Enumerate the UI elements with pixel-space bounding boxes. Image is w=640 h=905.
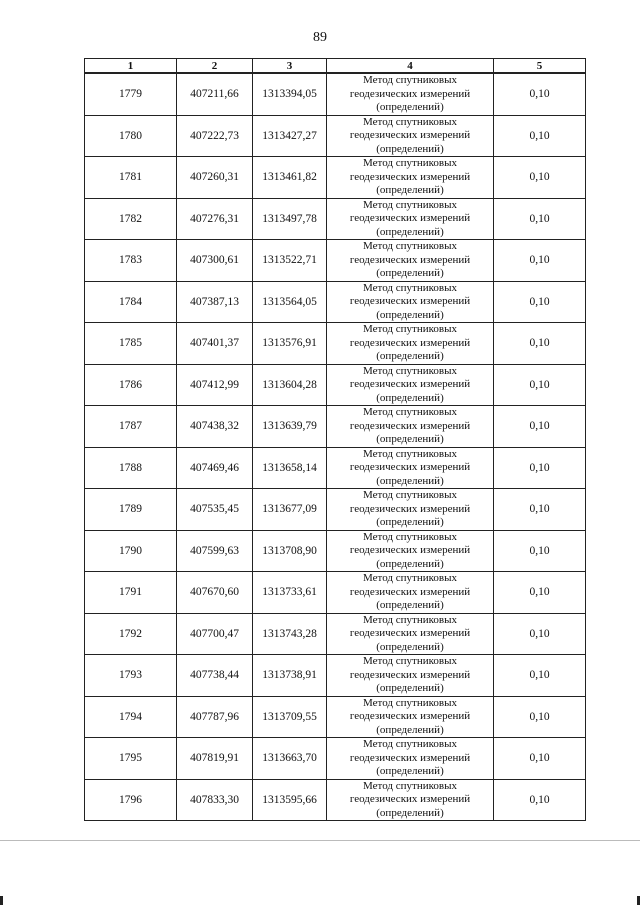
coord-y-cell: 1313738,91 [253,655,327,697]
method-line: (определений) [376,557,444,570]
method-cell [327,115,494,157]
table-row [85,738,586,780]
table-row [85,779,586,821]
table-row [85,281,586,323]
table-row [85,115,586,157]
method-line: геодезических измерений [349,253,471,266]
table-row [85,157,586,199]
method-line: геодезических измерений [349,502,471,515]
point-number-cell: 1784 [85,281,177,323]
coord-x-cell: 407469,46 [177,447,253,489]
coord-x-cell: 407738,44 [177,655,253,697]
method-line: геодезических измерений [349,336,471,349]
method-line: Метод спутниковых [363,281,457,294]
method-line: геодезических измерений [349,87,471,100]
coord-y-cell: 1313663,70 [253,738,327,780]
method-line: (определений) [376,806,444,819]
method-line: Метод спутниковых [363,323,457,335]
accuracy-cell: 0,10 [494,157,586,199]
method-cell [327,530,494,572]
method-line: геодезических измерений [349,751,471,764]
method-line: геодезических измерений [349,544,471,556]
method-line: Метод спутниковых [363,696,457,709]
table-row [85,613,586,655]
method-line: Метод спутниковых [363,115,457,128]
header-col-5: 5 [494,59,586,74]
accuracy-cell: 0,10 [494,240,586,282]
method-line: Метод спутниковых [363,157,457,169]
table-row [85,198,586,240]
point-number-cell: 1780 [85,115,177,157]
method-line: Метод спутниковых [363,530,457,543]
coord-x-cell: 407787,96 [177,696,253,738]
coord-y-cell: 1313677,09 [253,489,327,531]
method-line: Метод спутниковых [363,572,457,584]
method-cell [327,281,494,323]
method-line: (определений) [376,640,444,653]
accuracy-cell: 0,10 [494,447,586,489]
method-line: Метод спутниковых [363,74,457,86]
point-number-cell: 1783 [85,240,177,282]
coord-y-cell: 1313733,61 [253,572,327,614]
accuracy-cell: 0,10 [494,198,586,240]
method-cell [327,779,494,821]
method-line: геодезических измерений [349,461,471,473]
coord-y-cell: 1313522,71 [253,240,327,282]
accuracy-cell: 0,10 [494,364,586,406]
point-number-cell: 1789 [85,489,177,531]
method-line: (определений) [376,682,444,694]
method-line: (определений) [376,391,444,404]
coord-x-cell: 407819,91 [177,738,253,780]
method-cell [327,655,494,697]
coord-y-cell: 1313497,78 [253,198,327,240]
accuracy-cell: 0,10 [494,738,586,780]
table-row [85,572,586,614]
method-line: Метод спутниковых [363,364,457,377]
method-line: геодезических измерений [349,585,471,598]
point-number-cell: 1785 [85,323,177,365]
point-number-cell: 1790 [85,530,177,572]
coord-x-cell: 407438,32 [177,406,253,448]
accuracy-cell: 0,10 [494,655,586,697]
method-line: (определений) [376,765,444,777]
header-col-1: 1 [85,59,177,74]
point-number-cell: 1788 [85,447,177,489]
method-line: Метод спутниковых [363,779,457,792]
coord-x-cell: 407599,63 [177,530,253,572]
method-line: (определений) [376,184,444,196]
accuracy-cell: 0,10 [494,489,586,531]
table-header-row [85,59,586,74]
accuracy-cell: 0,10 [494,323,586,365]
page-edge-line [0,840,640,841]
point-number-cell: 1781 [85,157,177,199]
accuracy-cell: 0,10 [494,779,586,821]
method-line: Метод спутниковых [363,447,457,460]
method-line: (определений) [376,101,444,113]
coord-x-cell: 407670,60 [177,572,253,614]
point-number-cell: 1791 [85,572,177,614]
method-cell [327,447,494,489]
method-line: (определений) [376,433,444,445]
method-line: (определений) [376,474,444,487]
coord-y-cell: 1313595,66 [253,779,327,821]
method-cell [327,73,494,115]
accuracy-cell: 0,10 [494,406,586,448]
header-col-2: 2 [177,59,253,74]
method-cell [327,406,494,448]
table-row [85,530,586,572]
method-line: геодезических измерений [349,212,471,224]
coord-y-cell: 1313394,05 [253,73,327,115]
method-line: геодезических измерений [349,668,471,681]
method-line: геодезических измерений [349,627,471,639]
table-row [85,240,586,282]
method-line: (определений) [376,723,444,736]
point-number-cell: 1786 [85,364,177,406]
header-col-3: 3 [253,59,327,74]
point-number-cell: 1792 [85,613,177,655]
method-cell [327,489,494,531]
table-row [85,323,586,365]
method-cell [327,572,494,614]
method-line: геодезических измерений [349,378,471,390]
coord-y-cell: 1313639,79 [253,406,327,448]
coord-x-cell: 407300,61 [177,240,253,282]
method-line: геодезических измерений [349,295,471,307]
coord-x-cell: 407535,45 [177,489,253,531]
method-line: геодезических измерений [349,419,471,432]
coord-y-cell: 1313604,28 [253,364,327,406]
coord-x-cell: 407700,47 [177,613,253,655]
method-line: Метод спутниковых [363,655,457,667]
accuracy-cell: 0,10 [494,613,586,655]
table-row [85,447,586,489]
point-number-cell: 1793 [85,655,177,697]
coordinates-table [84,58,586,821]
method-line: (определений) [376,350,444,362]
coord-x-cell: 407412,99 [177,364,253,406]
method-line: геодезических измерений [349,710,471,722]
table-row [85,696,586,738]
coord-y-cell: 1313576,91 [253,323,327,365]
accuracy-cell: 0,10 [494,115,586,157]
method-cell [327,323,494,365]
accuracy-cell: 0,10 [494,572,586,614]
coord-x-cell: 407260,31 [177,157,253,199]
accuracy-cell: 0,10 [494,696,586,738]
method-cell [327,157,494,199]
accuracy-cell: 0,10 [494,281,586,323]
point-number-cell: 1794 [85,696,177,738]
point-number-cell: 1779 [85,73,177,115]
method-line: (определений) [376,267,444,279]
scan-corner-left [0,896,3,905]
method-line: Метод спутниковых [363,613,457,626]
method-line: (определений) [376,308,444,321]
table-row [85,489,586,531]
coord-x-cell: 407833,30 [177,779,253,821]
coord-x-cell: 407401,37 [177,323,253,365]
method-cell [327,613,494,655]
coord-y-cell: 1313709,55 [253,696,327,738]
method-line: Метод спутниковых [363,489,457,501]
page-number: 89 [313,30,327,45]
method-line: геодезических измерений [349,129,471,141]
table-row [85,406,586,448]
coord-y-cell: 1313564,05 [253,281,327,323]
table-row [85,364,586,406]
header-col-4: 4 [327,59,494,74]
method-cell [327,240,494,282]
method-line: (определений) [376,516,444,528]
point-number-cell: 1782 [85,198,177,240]
coord-x-cell: 407387,13 [177,281,253,323]
method-cell [327,738,494,780]
method-line: геодезических измерений [349,170,471,183]
coord-y-cell: 1313658,14 [253,447,327,489]
point-number-cell: 1796 [85,779,177,821]
coord-x-cell: 407276,31 [177,198,253,240]
method-line: геодезических измерений [349,793,471,805]
accuracy-cell: 0,10 [494,73,586,115]
method-cell [327,364,494,406]
coord-x-cell: 407211,66 [177,73,253,115]
point-number-cell: 1795 [85,738,177,780]
coord-y-cell: 1313743,28 [253,613,327,655]
accuracy-cell: 0,10 [494,530,586,572]
method-line: (определений) [376,599,444,611]
coord-y-cell: 1313708,90 [253,530,327,572]
method-line: Метод спутниковых [363,198,457,211]
method-line: Метод спутниковых [363,738,457,750]
method-cell [327,198,494,240]
method-line: Метод спутниковых [363,240,457,252]
method-line: Метод спутниковых [363,406,457,418]
method-line: (определений) [376,142,444,155]
method-line: (определений) [376,225,444,238]
coord-y-cell: 1313427,27 [253,115,327,157]
table-row [85,655,586,697]
method-cell [327,696,494,738]
coord-y-cell: 1313461,82 [253,157,327,199]
table-row [85,73,586,115]
coord-x-cell: 407222,73 [177,115,253,157]
point-number-cell: 1787 [85,406,177,448]
